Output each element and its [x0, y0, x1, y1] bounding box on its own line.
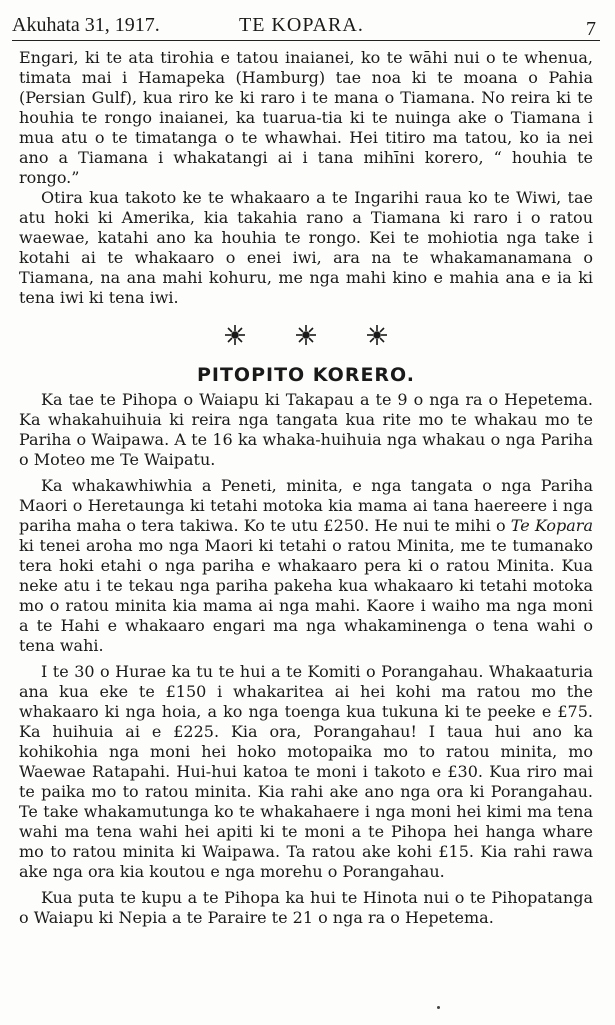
flower-ornament-icon: [366, 324, 388, 346]
issue-date: Akuhata 31, 1917.: [12, 14, 160, 36]
masthead: TE KOPARA.: [239, 14, 364, 36]
news-paragraph: [19, 476, 593, 656]
header-rule: [12, 40, 600, 41]
article-paragraph: Otira kua takoto ke te whakaaro a te Ingarihi raua ko te Wiwi, tae atu hoki ki Amerika, kia takahia rano a Tiamana ki raro i o ratou waewae, katahi ano ka houhia te rongo. Kei te mohiotia nga take i kotahi ai te whakaaro o enei iwi, ara na te whakamanamana o Tiamana, na ana mahi kohuru, me nga mahi kino e mahia ana e ia ki tena iwi ki tena iwi.: [19, 188, 593, 307]
flower-ornament-icon: [295, 324, 317, 346]
flower-ornament-icon: [224, 324, 246, 346]
article-paragraph: Engari, ki te ata tirohia e tatou inaianei, ko te wāhi nui o te whenua, timata mai i Hamapeka (Hamburg) tae noa ki te moana o Pahia (Persian Gulf), kua riro ke ki raro i te mana o Tiamana. No reira ki te houhia te rongo inaianei, ka tuarua-tia ki te nuinga ake o Tiamana i mua atu o te timatanga o te whawhai. Hei titiro ma tatou, ko ia nei ano a Tiamana i whakatangi ai i tana mihīni korero, “ houhia te rongo.”: [19, 48, 593, 187]
news-paragraph: Kua puta te kupu a te Pihopa ka hui te Hinota nui o te Pihopatanga o Waiapu ki Nepia a te Paraire te 21 o nga ra o Hepetema.: [19, 888, 593, 927]
section-heading: PITOPITO KORERO.: [196, 364, 416, 386]
news-paragraph: I te 30 o Hurae ka tu te hui a te Komiti o Porangahau. Whakaaturia ana kua eke te £150 i whakaritea ai hei kohi ma ratou mo the whakaaro ki nga hoia, a ko nga toenga kua tukuna ki te peeke e £75. Ka huihuia ai e £225. Kia ora, Porangahau! I taua hui ano ka kohikohia nga moni hei hoko motopaika mo to ratou minita, mo Waewae Ratapahi. Hui-hui katoa te moni i takoto e £30. Kua riro mai te paika mo to ratou minita. Kia rahi ake ano nga ora ki Porangahau. Te take whakamutunga ko te whakahaere i nga moni hei kimi ma tena wahi ma tena wahi hei apiti ki te moni a te Pihopa hei hanga whare mo to ratou minita ki Waipawa. Ta ratou ake kohi £15. Kia rahi rawa ake nga ora kia koutou e nga morehu o Porangahau.: [19, 662, 593, 881]
newspaper-title: Te Kopara: [510, 516, 593, 535]
paragraph-text: ki tenei aroha mo nga Maori ki tetahi o ratou Minita, me te tumanako tera hoki etahi o nga pariha e whakaaro pera ki o ratou Minita. Kua neke atu i te tekau nga pariha pakeha kua whakaaro ki tetahi motoka mo o ratou minita kia mama ai nga mahi. Kaore i waiho ma nga moni a te Hahi e whakaaro engari ma nga whakaminenga o tena wahi o tena wahi.: [19, 536, 593, 655]
print-mark: [437, 1006, 440, 1009]
ornament-row: [19, 316, 593, 360]
news-paragraph: Ka tae te Pihopa o Waiapu ki Takapau a te 9 o nga ra o Hepetema. Ka whakahuihuia ki reira nga tangata kua rite mo te whakau mo te Pariha o Waipawa. A te 16 ka whaka-huihuia nga whakau o nga Pariha o Moteo me Te Waipatu.: [19, 390, 593, 469]
page-header: [12, 8, 600, 40]
page-number: 7: [586, 18, 596, 40]
page-body: [19, 48, 593, 928]
paragraph-text: Ka whakawhiwhia a Peneti, minita, e nga tangata o nga Pariha Maori o Heretaunga ki tetahi motoka kia mama ai tana haereere i nga pariha maha o tera takiwa. Ko te utu £250. He nui te mihi o: [19, 476, 593, 535]
